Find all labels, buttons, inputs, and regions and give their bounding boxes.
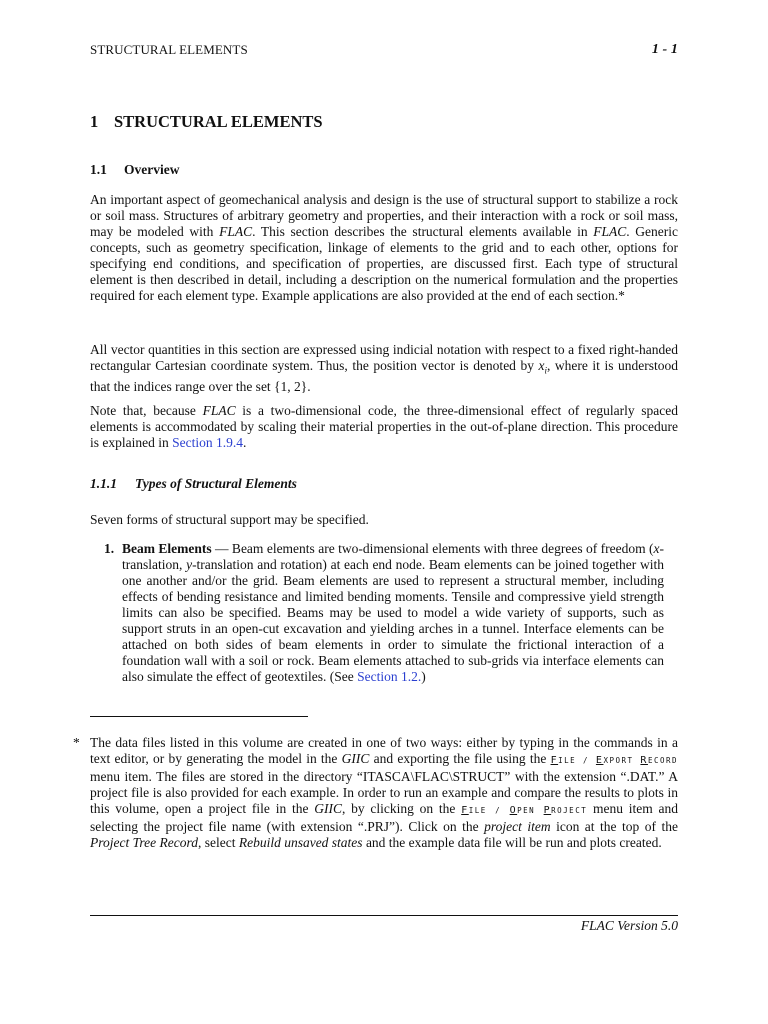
overview-paragraph-1: An important aspect of geomechanical analysis and design is the use of structural support to stabilize a rock or soil mass. Structures of arbitrary geometry and properties, and their interaction with a rock or soil mass, may be modeled with FLAC. This section describes the structural elements available in FLAC. Generic concepts, such as geometry specification, linkage of elements to the grid and to each other, options for specifying end conditions, and specification of properties, are discussed first. Each type of structural element is then described in detail, including a description on the numerical formulation and the properties required for each element type. Example applications are also provided at the end of each section.* — [90, 192, 678, 303]
menu-file-open-project: FILE / OPEN PROJECT — [461, 805, 588, 816]
overview-paragraph-3: Note that, because FLAC is a two-dimensional code, the three-dimensional effect of regularly spaced elements is accommodated by scaling their material properties in the out-of-plane direction. This procedure is explained in Section 1.9.4. — [90, 403, 678, 450]
section-title: Overview — [124, 162, 180, 177]
footnote-marker: * — [73, 735, 80, 750]
chapter-title: STRUCTURAL ELEMENTS — [114, 112, 323, 131]
list-term: Beam Elements — [122, 541, 212, 556]
chapter-heading — [90, 112, 323, 132]
subsection-heading — [90, 476, 297, 492]
subsection-number: 1.1.1 — [90, 476, 117, 491]
subsection-title: Types of Structural Elements — [135, 476, 297, 491]
running-head-title: STRUCTURAL ELEMENTS — [90, 42, 248, 57]
list-marker: 1. — [104, 541, 115, 556]
footer-divider — [90, 915, 678, 916]
page-number: 1 - 1 — [651, 42, 678, 57]
menu-file-export-record: FILE / EXPORT RECORD — [550, 755, 679, 766]
footer-version: FLAC Version 5.0 — [580, 918, 678, 933]
footnote-divider — [90, 716, 308, 717]
section-link-1-2[interactable]: Section 1.2. — [357, 669, 422, 684]
section-link-1-9-4[interactable]: Section 1.9.4 — [172, 435, 243, 450]
section-heading — [90, 162, 179, 178]
chapter-number: 1 — [90, 112, 99, 131]
footnote: * The data files listed in this volume are created in one of two ways: either by typing in the commands in a text editor, or by generating the model in the GIIC and exporting the file using the FILE / EXPORT RECORD menu item. The files are stored in the directory “ITASCA\FLAC\STRUCT” with the extension “.DAT.” A project file is also provided for each example. In order to run an example and compare the results to plots in this volume, open a project file in the GIIC, by clicking on the FILE / OPEN PROJECT menu item and selecting the project file name (with extension “.PRJ”). Click on the project item icon at the top of the Project Tree Record, select Rebuild unsaved states and the example data file will be run and plots created. — [73, 735, 679, 850]
overview-paragraph-2: All vector quantities in this section are expressed using indicial notation with respect to a fixed right-handed rectangular Cartesian coordinate system. Thus, the position vector is denoted by $x_i$, where it is understood that the indices range over the set {1, 2}. — [90, 342, 678, 394]
running-head — [90, 42, 678, 58]
document-page — [73, 0, 679, 1024]
list-item: 1. Beam Elements — Beam elements are two-dimensional elements with three degrees of freedom (x-translation, y-translation and rotation) at each end node. Beam elements can be joined together with one another and/or the grid. Beam elements are used to represent a structural member, including effects of bending resistance and limited bending moments. Tensile and compressive yield strength limits can also be specified. Beams may be used to model a wide variety of supports, such as support struts in an open-cut excavation and yielding arches in a tunnel. Interface elements can be attached on both sides of beam elements in order to simulate the frictional interaction of a foundation wall with a soil or rock. Beam elements attached to sub-grids via interface elements can also simulate the effect of geotextiles. (See Section 1.2.) — [104, 541, 665, 684]
types-intro: Seven forms of structural support may be specified. — [90, 512, 369, 527]
section-number: 1.1 — [90, 162, 107, 177]
